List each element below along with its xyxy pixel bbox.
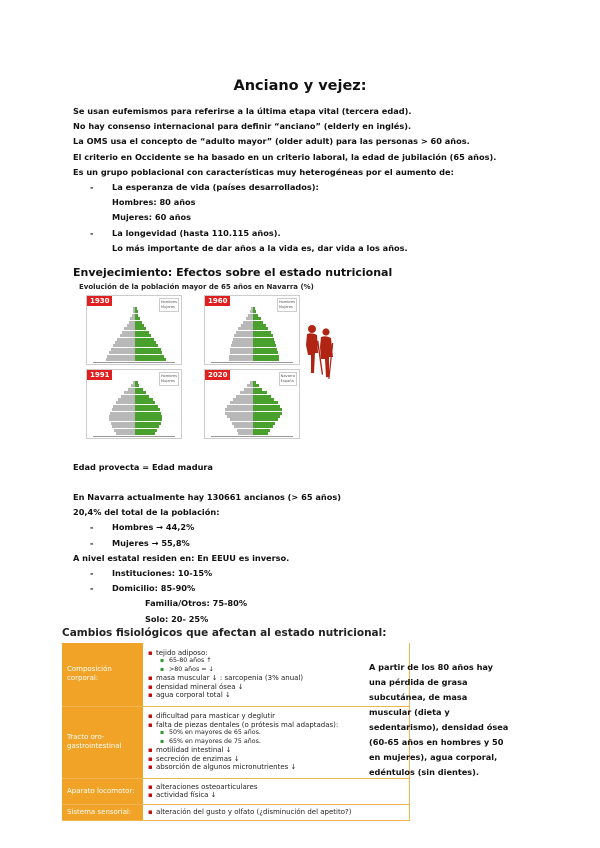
pyramid-bar-men <box>113 344 135 347</box>
pyramid-bar-women <box>253 317 261 320</box>
pyramid-bar-women <box>135 348 161 351</box>
intro-line: Se usan eufemismos para referirse a la última etapa vital (tercera edad). <box>73 106 412 116</box>
pyramid-bar-women <box>253 381 256 384</box>
row-label: Sistema sensorial: <box>62 804 143 820</box>
year-label: 2020 <box>205 370 230 380</box>
pyramid-bar-men <box>116 401 135 404</box>
list-item: ▪ alteraciones osteoarticulares <box>147 783 405 792</box>
pyramid-1930 <box>86 295 182 365</box>
row-label: Composición corporal: <box>62 643 143 706</box>
list-item: - Domicilio: 85-90% <box>90 581 341 596</box>
pyramid-bar-women <box>253 344 276 347</box>
pyramid-bar-women <box>135 408 160 411</box>
pyramid-bar-women <box>135 338 154 341</box>
pyramid-bar-women <box>135 334 151 337</box>
year-label: 1960 <box>205 296 230 306</box>
pyramid-bar-men <box>117 338 135 341</box>
pyramid-bar-women <box>135 432 155 435</box>
elderly-couple-icon <box>303 323 335 383</box>
pyramid-bar-men <box>238 432 253 435</box>
section-heading: Cambios fisiológicos que afectan al estado nutricional: <box>62 627 387 639</box>
list-item: ▪ tejido adiposo: <box>147 649 405 658</box>
pyramid-bar-women <box>135 358 166 361</box>
figure-title: Evolución de la población mayor de 65 años en Navarra (%) <box>79 283 314 291</box>
pyramid-bar-men <box>127 324 135 327</box>
pyramid-bar-women <box>135 388 143 391</box>
pyramid-bar-women <box>253 418 278 421</box>
pyramid-axis <box>211 436 293 437</box>
pyramid-bar-men <box>122 331 135 334</box>
pyramid-bar-men <box>227 405 253 408</box>
pyramid-bar-women <box>253 429 270 432</box>
list-item: ▪ absorción de algunos micronutrientes ↓ <box>147 763 405 772</box>
pyramid-bar-men <box>225 412 253 415</box>
pyramid-bar-men <box>112 425 135 428</box>
pyramid-bar-men <box>227 415 253 418</box>
legend-men: Hombres <box>160 300 177 304</box>
pyramid-bar-women <box>253 324 266 327</box>
intro-line: No hay consenso internacional para definir “anciano” (elderly en inglés). <box>73 121 412 132</box>
pyramid-bar-men <box>113 405 135 408</box>
list-subitem: Solo: 20- 25% <box>145 613 209 624</box>
navarra-block <box>73 490 341 627</box>
list-subitem: ▪ 65-80 años ↑ <box>147 657 405 666</box>
year-label: 1991 <box>87 370 112 380</box>
pyramid-bar-women <box>253 384 259 387</box>
pyramid-bar-women <box>135 324 144 327</box>
intro-line: Es un grupo poblacional con características muy heterogéneas por el aumento de: <box>73 166 454 177</box>
pyramid-bar-women <box>253 415 280 418</box>
pyramid-bar-women <box>135 415 162 418</box>
pyramid-bar-men <box>238 327 253 330</box>
pyramid-bar-men <box>236 395 253 398</box>
legend-navarra: Navarra <box>280 374 295 378</box>
pyramid-bar-women <box>253 355 279 358</box>
pyramid-bar-men <box>124 327 135 330</box>
list-subitem: Hombres: 80 años <box>112 197 196 208</box>
pyramid-bar-women <box>135 381 138 384</box>
pyramid-bar-women <box>253 331 271 334</box>
pyramid-bar-men <box>120 334 135 337</box>
intro-line: El criterio en Occidente se ha basado en un criterio laboral, la edad de jubilación (65 años). <box>73 151 497 162</box>
pyramid-bar-women <box>253 401 278 404</box>
navarra-line: En Navarra actualmente hay 130661 ancianos (> 65 años) <box>73 492 341 502</box>
pyramid-bar-men <box>109 351 135 354</box>
list-subitem: ▪ 65% en mayores de 75 años. <box>147 738 405 747</box>
pyramid-bar-women <box>135 425 159 428</box>
pyramid-bar-women <box>253 398 274 401</box>
list-item: - Hombres → 44,2% <box>90 520 341 535</box>
pyramid-2020 <box>204 369 300 439</box>
year-label: 1930 <box>87 296 112 306</box>
legend-men: Hombres <box>278 300 295 304</box>
pyramid-bar-men <box>230 348 253 351</box>
pyramid-bar-women <box>135 391 146 394</box>
pyramid-legend <box>277 298 297 312</box>
pyramid-bar-men <box>246 317 253 320</box>
pyramid-bar-women <box>253 395 271 398</box>
pyramid-bar-women <box>135 321 142 324</box>
pyramid-bar-men <box>240 391 253 394</box>
pyramid-axis <box>93 436 175 437</box>
list-subitem: Mujeres: 60 años <box>112 212 192 223</box>
legend-espana: España <box>280 379 294 383</box>
pyramid-bar-men <box>106 358 135 361</box>
pyramid-bar-men <box>116 432 135 435</box>
legend-women: Mujeres <box>278 305 293 309</box>
population-figure <box>73 281 333 447</box>
pyramid-bar-men <box>233 338 253 341</box>
pyramid-bar-women <box>135 418 162 421</box>
list-item: ▪ masa muscular ↓ : sarcopenia (3% anual) <box>147 674 405 683</box>
legend-men: Hombres <box>160 374 177 378</box>
pyramid-1960 <box>204 295 300 365</box>
pyramid-bar-women <box>253 310 256 313</box>
list-item: ▪ falta de piezas dentales (o prótesis mal adaptadas): <box>147 721 405 730</box>
pyramid-bar-men <box>114 429 135 432</box>
page-title: Anciano y vejez: <box>233 78 367 94</box>
pyramid-bar-women <box>135 351 162 354</box>
list-subitem: Lo más importante de dar años a la vida es, dar vida a los años. <box>112 242 408 253</box>
intro-line: La OMS usa el concepto de “adulto mayor” (older adult) para las personas > 60 años. <box>73 136 470 147</box>
row-content <box>143 804 409 820</box>
list-subitem: Familia/Otros: 75-80% <box>145 598 248 609</box>
pyramid-bar-men <box>128 388 135 391</box>
list-subitem: ▪ >80 años = ↓ <box>147 666 405 675</box>
pyramid-bar-men <box>118 398 135 401</box>
table-row <box>62 778 409 804</box>
list-item: ▪ densidad mineral ósea ↓ <box>147 683 405 692</box>
pyramid-bar-women <box>135 307 137 310</box>
pyramid-bar-men <box>129 321 135 324</box>
side-note: A partir de los 80 años hay una pérdida de grasa subcutánea, de masa muscular (dieta y sedentarismo), densidad ósea (60-65 años en hombres y 50 en mujeres), agua corporal, edéntulos (sin dientes). <box>369 662 509 777</box>
pyramid-bar-women <box>253 432 268 435</box>
pyramid-bar-men <box>109 418 135 421</box>
navarra-line: 20,4% del total de la población: <box>73 507 220 518</box>
pyramid-1991 <box>86 369 182 439</box>
pyramid-bar-women <box>135 401 155 404</box>
pyramid-bar-women <box>253 307 255 310</box>
pyramid-bar-women <box>253 405 280 408</box>
pyramid-bar-men <box>232 341 253 344</box>
pyramid-bar-men <box>107 355 135 358</box>
pyramid-bar-men <box>234 425 253 428</box>
pyramid-bar-women <box>135 395 149 398</box>
intro-block <box>73 104 496 180</box>
pyramid-bar-men <box>110 412 135 415</box>
table-row <box>62 643 409 706</box>
pyramid-bar-women <box>253 351 278 354</box>
pyramid-bar-women <box>253 314 258 317</box>
pyramid-bar-men <box>232 422 253 425</box>
pyramid-bar-men <box>230 401 253 404</box>
pyramid-bar-men <box>244 388 253 391</box>
pyramid-bar-men <box>237 429 253 432</box>
pyramid-bar-men <box>236 331 253 334</box>
pyramid-bar-men <box>225 408 253 411</box>
list-item: ▪ motilidad intestinal ↓ <box>147 746 405 755</box>
pyramid-bar-women <box>135 314 138 317</box>
pyramid-bar-women <box>135 327 146 330</box>
edad-provecta: Edad provecta = Edad madura <box>73 462 213 472</box>
pyramid-bar-women <box>135 384 139 387</box>
list-item: ▪ agua corporal total ↓ <box>147 691 405 700</box>
pyramid-bar-men <box>124 391 135 394</box>
legend-women: Mujeres <box>160 379 175 383</box>
pyramid-bar-women <box>135 344 158 347</box>
pyramid-bar-women <box>135 405 158 408</box>
pyramid-bar-women <box>253 348 277 351</box>
table-row <box>62 804 409 820</box>
pyramid-bar-women <box>135 429 157 432</box>
pyramid-bar-men <box>233 398 253 401</box>
list-item: - La esperanza de vida (países desarrollados): <box>90 180 408 195</box>
pyramid-bar-men <box>112 408 135 411</box>
pyramid-legend <box>159 298 179 312</box>
pyramid-bar-men <box>229 355 253 358</box>
pyramid-bar-men <box>241 324 253 327</box>
pyramid-axis <box>93 362 175 363</box>
pyramid-bar-men <box>109 415 135 418</box>
pyramid-bar-women <box>135 317 140 320</box>
pyramid-bar-women <box>253 391 267 394</box>
pyramid-bar-women <box>135 331 149 334</box>
pyramid-bar-men <box>111 348 135 351</box>
pyramid-bar-men <box>231 344 253 347</box>
physiology-table <box>62 643 410 821</box>
pyramid-bar-women <box>253 341 275 344</box>
list-item: ▪ actividad física ↓ <box>147 791 405 800</box>
list-item: ▪ secreción de enzimas ↓ <box>147 755 405 764</box>
pyramid-bar-women <box>253 358 279 361</box>
pyramid-bar-women <box>135 412 161 415</box>
pyramid-bar-women <box>253 388 262 391</box>
pyramid-bar-women <box>135 341 156 344</box>
pyramid-bar-women <box>253 327 268 330</box>
pyramid-axis <box>211 362 293 363</box>
pyramid-bar-women <box>253 412 282 415</box>
pyramid-bar-men <box>111 422 135 425</box>
pyramid-bar-women <box>253 334 273 337</box>
row-label: Tracto oro-gastrointestinal <box>62 706 143 778</box>
pyramid-legend <box>279 372 297 386</box>
pyramid-bar-women <box>135 355 164 358</box>
list-subitem: ▪ 50% en mayores de 65 años. <box>147 729 405 738</box>
pyramid-bar-men <box>115 341 135 344</box>
list-item: ▪ dificultad para masticar y deglutir <box>147 712 405 721</box>
list-item: ▪ alteración del gusto y olfato (¿disminución del apetito?) <box>147 808 405 817</box>
table-row <box>62 706 409 778</box>
pyramid-bar-women <box>135 310 138 313</box>
pyramid-bar-men <box>230 351 253 354</box>
pyramid-bar-men <box>121 395 135 398</box>
pyramid-legend <box>159 372 179 386</box>
section-heading: Envejecimiento: Efectos sobre el estado nutricional <box>73 266 393 279</box>
pyramid-bar-men <box>243 321 253 324</box>
row-label: Aparato locomotor: <box>62 778 143 804</box>
pyramid-bar-women <box>253 425 273 428</box>
legend-women: Mujeres <box>160 305 175 309</box>
list-item: - Instituciones: 10-15% <box>90 566 341 581</box>
list-item: - Mujeres → 55,8% <box>90 536 341 551</box>
pyramid-bar-women <box>253 321 263 324</box>
pyramid-bar-women <box>253 422 275 425</box>
pyramid-bar-women <box>253 408 282 411</box>
row-content <box>143 778 409 804</box>
navarra-line: A nivel estatal residen en: En EEUU es inverso. <box>73 552 290 563</box>
list-item: - La longevidad (hasta 110.115 años). <box>90 226 408 241</box>
pyramid-bar-men <box>229 358 253 361</box>
heterogeneity-list <box>90 180 408 256</box>
pyramid-bar-women <box>253 338 274 341</box>
pyramid-bar-women <box>135 398 153 401</box>
pyramid-bar-men <box>234 334 253 337</box>
pyramid-bar-women <box>135 422 161 425</box>
pyramid-bar-men <box>230 418 253 421</box>
